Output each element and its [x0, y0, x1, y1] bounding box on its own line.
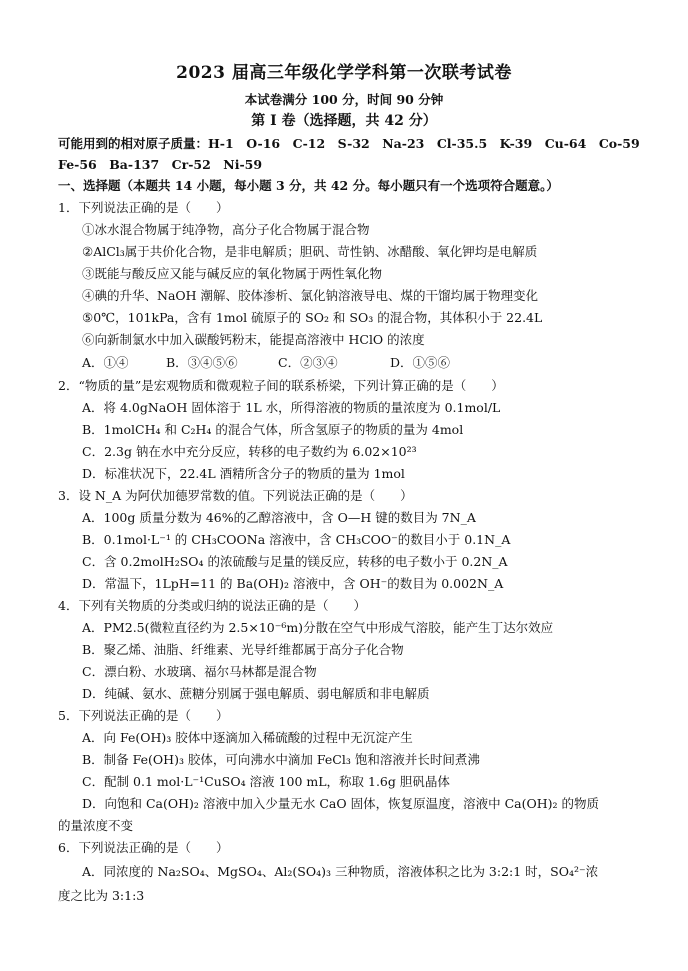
exam-title: 2023 届高三年级化学学科第一次联考试卷 [176, 63, 512, 83]
volume-heading: 第 I 卷（选择题，共 42 分） [251, 113, 437, 129]
question-1-option-c: C．②③④ [278, 355, 338, 370]
question-2-option-c: C．2.3g 钠在水中充分反应，转移的电子数约为 6.02×10²³ [82, 444, 417, 459]
question-5-stem: 5．下列说法正确的是（ ） [58, 708, 229, 723]
question-1-option-b: B．③④⑤⑥ [166, 355, 238, 370]
atomic-mass-line-2: Fe-56 Ba-137 Cr-52 Ni-59 [58, 157, 263, 172]
question-3-option-a: A．100g 质量分数为 46%的乙醇溶液中，含 O—H 键的数目为 7N_A [82, 510, 476, 525]
question-4-option-d: D．纯碱、氨水、蔗糖分别属于强电解质、弱电解质和非电解质 [82, 686, 430, 701]
question-6-option-a: A．同浓度的 Na₂SO₄、MgSO₄、Al₂(SO₄)₃ 三种物质，溶液体积之比为 3:2:1 时，SO₄²⁻浓 [82, 864, 599, 879]
question-5-option-d-continuation: 的量浓度不变 [58, 818, 134, 833]
question-2-option-b: B．1molCH₄ 和 C₂H₄ 的混合气体，所含氢原子的物质的量为 4mol [82, 422, 464, 437]
question-1-item: ⑥向新制氯水中加入碳酸钙粉末，能提高溶液中 HClO 的浓度 [82, 332, 425, 347]
question-2-option-a: A．将 4.0gNaOH 固体溶于 1L 水，所得溶液的物质的量浓度为 0.1mol/L [82, 400, 501, 415]
exam-subtitle: 本试卷满分 100 分，时间 90 分钟 [244, 92, 444, 107]
question-6-stem: 6．下列说法正确的是（ ） [58, 840, 229, 855]
question-1-item: ③既能与酸反应又能与碱反应的氧化物属于两性氧化物 [82, 266, 383, 281]
question-3-option-d: D．常温下，1LpH=11 的 Ba(OH)₂ 溶液中，含 OH⁻的数目为 0.002N_A [82, 576, 504, 591]
question-4-stem: 4．下列有关物质的分类或归纳的说法正确的是（ ） [58, 598, 366, 613]
question-4-option-a: A．PM2.5(微粒直径约为 2.5×10⁻⁶m)分散在空气中形成气溶胶，能产生丁达尔效应 [82, 620, 554, 635]
question-4-option-b: B．聚乙烯、油脂、纤维素、光导纤维都属于高分子化合物 [82, 642, 404, 657]
question-1-stem: 1．下列说法正确的是（ ） [58, 200, 229, 215]
question-1-option-d: D．①⑤⑥ [390, 355, 451, 370]
question-1-item: ①冰水混合物属于纯净物，高分子化合物属于混合物 [82, 222, 370, 237]
question-5-option-c: C．配制 0.1 mol·L⁻¹CuSO₄ 溶液 100 mL，称取 1.6g 胆矾晶体 [82, 774, 450, 789]
atomic-mass-line-1: 可能用到的相对原子质量：H-1 O-16 C-12 S-32 Na-23 Cl-35.5 K-39 Cu-64 Co-59 [58, 136, 640, 151]
question-2-option-d: D．标准状况下，22.4L 酒精所含分子的物质的量为 1mol [82, 466, 405, 481]
question-1-item: ⑤0℃，101kPa，含有 1mol 硫原子的 SO₂ 和 SO₃ 的混合物，其体积小于 22.4L [82, 310, 543, 325]
question-6-option-a-continuation: 度之比为 3:1:3 [58, 888, 145, 903]
section-heading: 一、选择题（本题共 14 小题，每小题 3 分，共 42 分。每小题只有一个选项符合题意。） [58, 178, 559, 193]
question-5-option-a: A．向 Fe(OH)₃ 胶体中逐滴加入稀硫酸的过程中无沉淀产生 [82, 730, 413, 745]
question-2-stem: 2．“物质的量”是宏观物质和微观粒子间的联系桥梁，下列计算正确的是（ ） [58, 378, 504, 393]
question-1-options [82, 353, 450, 373]
question-1-item: ②AlCl₃属于共价化合物，是非电解质；胆矾、苛性钠、冰醋酸、氧化钾均是电解质 [82, 244, 538, 259]
question-1-option-a: A．①④ [82, 355, 129, 370]
question-5-option-d: D．向饱和 Ca(OH)₂ 溶液中加入少量无水 CaO 固体，恢复原温度，溶液中 Ca(OH)₂ 的物质 [82, 796, 599, 811]
question-3-option-b: B．0.1mol·L⁻¹ 的 CH₃COONa 溶液中，含 CH₃COO⁻的数目小于 0.1N_A [82, 532, 511, 547]
question-5-option-b: B．制备 Fe(OH)₃ 胶体，可向沸水中滴加 FeCl₃ 饱和溶液并长时间煮沸 [82, 752, 480, 767]
question-3-stem: 3．设 N_A 为阿伏加德罗常数的值。下列说法正确的是（ ） [58, 488, 413, 503]
question-4-option-c: C．漂白粉、水玻璃、福尔马林都是混合物 [82, 664, 317, 679]
question-3-option-c: C．含 0.2molH₂SO₄ 的浓硫酸与足量的镁反应，转移的电子数小于 0.2N_A [82, 554, 508, 569]
question-1-item: ④碘的升华、NaOH 潮解、胶体渗析、氯化钠溶液导电、煤的干馏均属于物理变化 [82, 288, 539, 303]
